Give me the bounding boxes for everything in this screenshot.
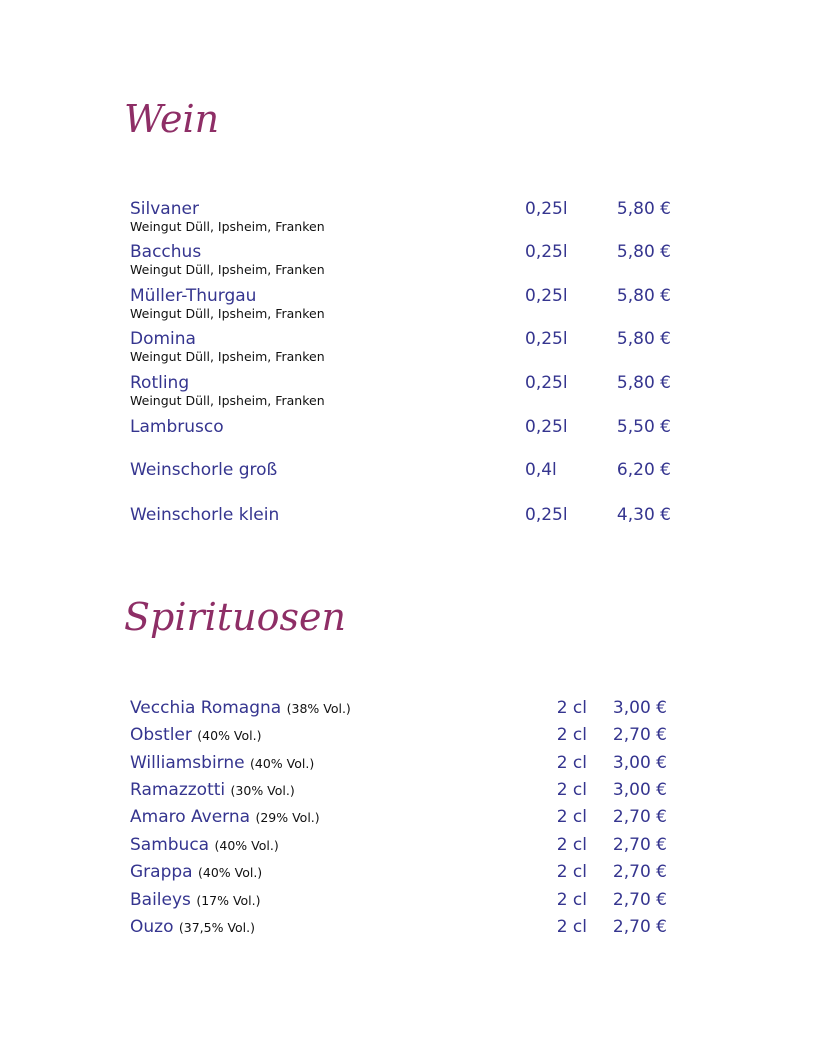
spirit-price: 2,70 € [612,890,667,910]
wine-amount: 0,25l [525,329,568,349]
wine-row [0,199,816,234]
spirit-name: Ramazzotti [130,780,226,800]
spirit-amount: 2 cl [556,725,587,745]
spirit-amount: 2 cl [556,807,587,827]
wine-name: Bacchus [130,242,202,262]
spirit-amount: 2 cl [556,917,587,937]
wine-name: Rotling [130,373,190,393]
section-title-spirituosen: Spirituosen [124,595,346,639]
wine-amount: 0,25l [525,417,568,437]
spirit-name-line [130,698,351,719]
spirit-row [0,917,816,937]
wine-amount: 0,25l [525,199,568,219]
spirit-name: Amaro Averna [130,807,251,827]
spirit-vol: (40% Vol.) [214,838,279,853]
wine-name: Weinschorle klein [130,505,280,525]
wine-name: Silvaner [130,199,199,219]
wine-row [0,373,816,408]
wine-name: Lambrusco [130,417,224,437]
spirit-name-line [130,890,261,911]
spirit-name-line [130,807,320,828]
spirit-amount: 2 cl [556,890,587,910]
wine-price: 4,30 € [616,505,671,525]
wine-row [0,329,816,364]
spirit-price: 2,70 € [612,862,667,882]
spirit-name: Vecchia Romagna [130,698,282,718]
spirit-row [0,835,816,855]
wine-producer: Weingut Düll, Ipsheim, Franken [130,219,325,234]
spirit-name-line [130,780,295,801]
spirit-row [0,862,816,882]
spirit-price: 2,70 € [612,835,667,855]
spirit-name: Grappa [130,862,193,882]
wine-amount: 0,25l [525,505,568,525]
spirit-vol: (38% Vol.) [286,701,351,716]
wine-price: 6,20 € [616,460,671,480]
spirit-name: Baileys [130,890,191,910]
spirit-row [0,753,816,773]
spirit-vol: (37,5% Vol.) [178,920,256,935]
spirit-name-line [130,917,255,938]
wine-price: 5,80 € [616,242,671,262]
spirit-vol: (40% Vol.) [250,756,315,771]
spirit-name: Ouzo [130,917,174,937]
wine-name: Weinschorle groß [130,460,278,480]
wine-price: 5,80 € [616,373,671,393]
spirit-row [0,725,816,745]
spirit-price: 3,00 € [612,780,667,800]
spirit-name-line [130,835,279,856]
wine-amount: 0,25l [525,286,568,306]
spirit-price: 3,00 € [612,698,667,718]
spirit-name-line [130,862,262,883]
spirit-amount: 2 cl [556,862,587,882]
spirit-vol: (40% Vol.) [198,865,263,880]
wine-price: 5,80 € [616,286,671,306]
wine-amount: 0,25l [525,242,568,262]
spirit-name-line [130,725,261,746]
spirit-amount: 2 cl [556,780,587,800]
wine-producer: Weingut Düll, Ipsheim, Franken [130,349,325,364]
wine-price: 5,80 € [616,329,671,349]
spirit-price: 2,70 € [612,807,667,827]
spirit-row [0,698,816,718]
spirit-row [0,807,816,827]
wine-price: 5,80 € [616,199,671,219]
spirit-amount: 2 cl [556,753,587,773]
spirit-price: 2,70 € [612,725,667,745]
section-title-wein: Wein [124,97,220,141]
wine-row [0,286,816,321]
spirit-name: Sambuca [130,835,210,855]
spirit-row [0,780,816,800]
wine-amount: 0,4l [525,460,557,480]
spirit-amount: 2 cl [556,698,587,718]
wine-row [0,417,816,437]
spirit-price: 3,00 € [612,753,667,773]
spirit-vol: (17% Vol.) [196,893,261,908]
spirit-price: 2,70 € [612,917,667,937]
spirit-vol: (40% Vol.) [197,728,262,743]
wine-name: Müller-Thurgau [130,286,257,306]
spirit-vol: (29% Vol.) [255,810,320,825]
wine-name: Domina [130,329,196,349]
wine-producer: Weingut Düll, Ipsheim, Franken [130,262,325,277]
spirit-vol: (30% Vol.) [230,783,295,798]
spirit-name: Williamsbirne [130,753,245,773]
wine-row [0,505,816,525]
spirit-name: Obstler [130,725,192,745]
wine-price: 5,50 € [616,417,671,437]
wine-amount: 0,25l [525,373,568,393]
spirit-row [0,890,816,910]
spirit-amount: 2 cl [556,835,587,855]
wine-row [0,242,816,277]
wine-producer: Weingut Düll, Ipsheim, Franken [130,393,325,408]
spirit-name-line [130,753,314,774]
wine-producer: Weingut Düll, Ipsheim, Franken [130,306,325,321]
wine-row [0,460,816,480]
